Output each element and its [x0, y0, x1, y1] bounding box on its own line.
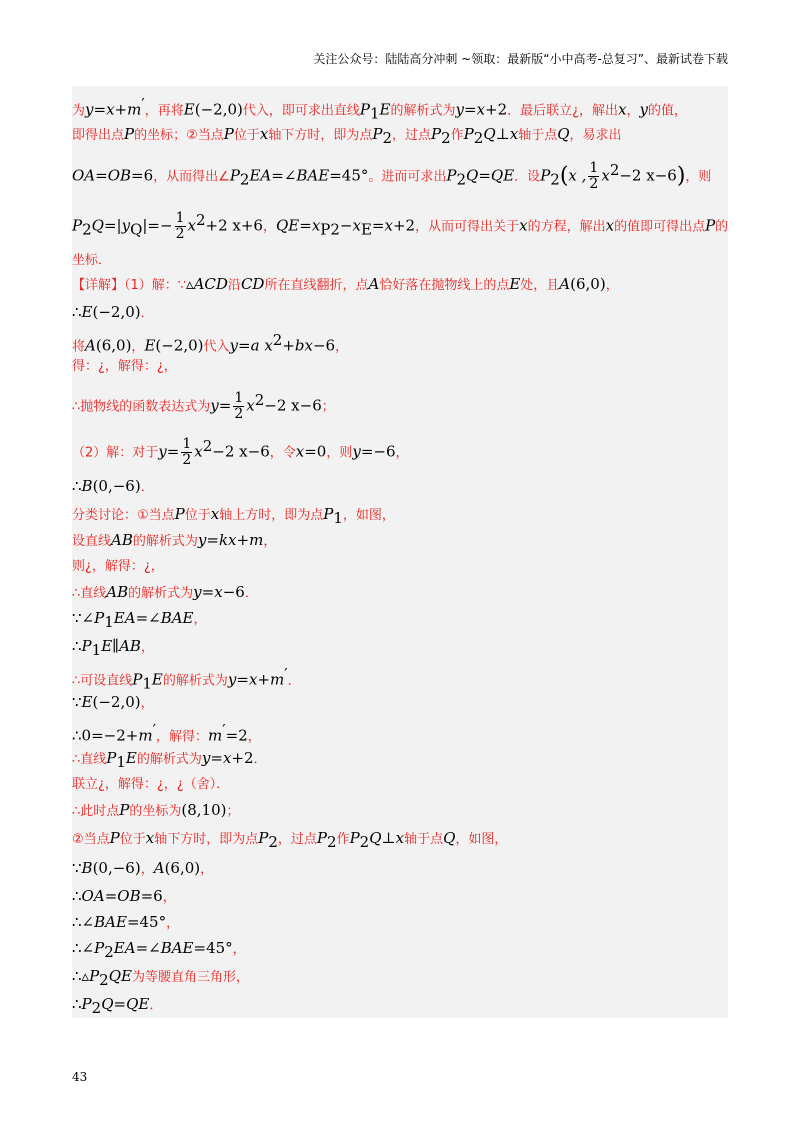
solution-line: ∴抛物线的函数表达式为y= $\frac{1}{2}$ $x^2-2$ x−6； [72, 390, 335, 423]
solution-line: 则¿，解得：¿， [72, 559, 164, 574]
page-number: 43 [72, 1070, 88, 1084]
solution-line: 联立¿，解得：¿，¿（舍）． [72, 777, 230, 792]
solution-line: ∴0=−2+m′，解得：m′=2， [72, 721, 261, 745]
solution-line: 为y=x+m′，再将E(−2,0)代入，即可求出直线$P_1E$的解析式为y=x+2．最后联立¿，解出x，y的值， [72, 95, 688, 123]
solution-line: ∴可设直线$P_1E$的解析式为y=x+m′． [72, 665, 301, 693]
solution-line: 坐标． [72, 253, 112, 268]
solution-line: ∴OA=OB=6， [72, 887, 176, 905]
solution-line: ∴E(−2,0)． [72, 303, 154, 321]
solution-line: $\because\angle P_1EA=\angle BAE$， [72, 609, 207, 631]
solution-line: 设直线AB的解析式为y=kx+m， [72, 531, 277, 549]
solution-line: ∴∠BAE=45°， [72, 913, 180, 931]
solution-line: ②当点P位于x轴下方时，即为点$P_2$，过点$P_2$作$P_2Q\perp x$轴于点Q，如图， [72, 829, 508, 851]
page-header: 关注公众号：陆陆高分冲刺 ~领取：最新版“小中高考-总复习”、最新试卷下载 [313, 52, 728, 66]
solution-line: ∴B(0,−6)． [72, 477, 154, 495]
solution-line: 即得出点P的坐标；②当点P位于x轴下方时，即为点$P_2$，过点$P_2$作$P_2Q\perp x$轴于点Q，易求出 [72, 125, 622, 147]
solution-line: 【详解】（1）解：∵▵ACD沿CD所在直线翻折，点A恰好落在抛物线上的点E处，且A(6,0)， [72, 275, 619, 293]
solution-line: $\therefore▵P_2QE$为等腰直角三角形， [72, 967, 249, 989]
solution-block [72, 86, 728, 1018]
solution-line: $\therefore\angle P_2EA=\angle BAE=45^\circ$， [72, 939, 246, 961]
solution-line: （2）解：对于y= $\frac{1}{2}$ $x^2-2$ x−6，令x=0，则y=−6， [72, 436, 409, 469]
solution-line: ∵B(0,−6)，A(6,0)， [72, 859, 214, 877]
solution-line: $P_2Q=|y_Q|=-$ $\frac{1}{2}$ $x^2+2$ x+6，$QE=x_{P2}-x_E=x+2$，从而可得出关于x的方程，解出x的值即可得出点P的 [72, 210, 729, 243]
solution-line: 将A(6,0)，E(−2,0)代入y=a $x^2+bx-6$， [72, 331, 349, 355]
solution-line: ∴直线$P_1E$的解析式为y=x+2． [72, 749, 267, 771]
solution-line: 得：¿，解得：¿， [72, 359, 177, 374]
solution-line: ∴直线AB的解析式为y=x−6． [72, 583, 258, 601]
solution-line: $\therefore P_1E\parallel AB$， [72, 637, 154, 659]
solution-line: $\therefore P_2Q=QE$． [72, 995, 163, 1017]
solution-line: ∴此时点P的坐标为(8,10)； [72, 801, 240, 819]
solution-line: ∵E(−2,0)， [72, 693, 154, 711]
solution-line: 分类讨论：①当点P位于x轴上方时，即为点$P_1$，如图， [72, 505, 395, 527]
solution-line: OA=OB=6，从而得出$\angle P_2EA=\angle BAE=45^\circ$。进而可求出$P_2Q=QE$．设$P_2(x$ , $\frac{1}{2}$ $x^2-2$ x−6)，则 [72, 160, 712, 193]
